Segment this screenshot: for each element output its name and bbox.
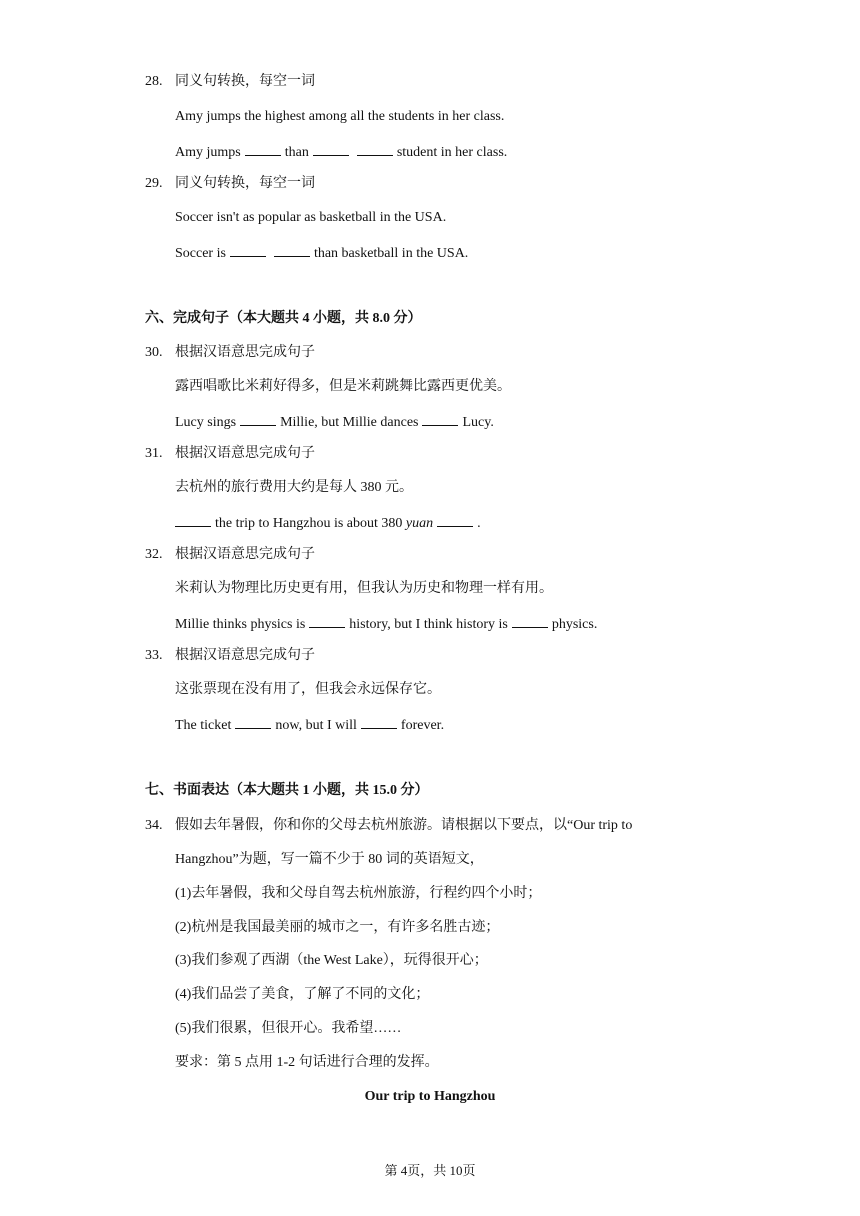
fill-sentence bbox=[175, 411, 494, 433]
rewrite-sentence bbox=[175, 242, 468, 264]
point-item: (4)我们品尝了美食，了解了不同的文化； bbox=[175, 987, 430, 1002]
question-instruction: 根据汉语意思完成句子 bbox=[175, 648, 315, 663]
question-number: 28. bbox=[145, 74, 163, 89]
point-item: (5)我们很累，但很开心。我希望…… bbox=[175, 1021, 402, 1036]
question-instruction: 根据汉语意思完成句子 bbox=[175, 345, 315, 360]
answer-blank bbox=[230, 242, 266, 257]
section-title: 六、完成句子（本大题共 4 小题，共 8.0 分） bbox=[145, 311, 422, 326]
text: Soccer is bbox=[175, 246, 226, 261]
text: than bbox=[284, 145, 309, 160]
answer-blank bbox=[309, 613, 345, 628]
text: the trip to Hangzhou is about 380 bbox=[215, 516, 403, 531]
point-item: (1)去年暑假，我和父母自驾去杭州旅游，行程约四个小时； bbox=[175, 886, 542, 901]
answer-blank bbox=[175, 512, 211, 527]
italic-word: yuan bbox=[405, 516, 434, 531]
question-instruction: 同义句转换，每空一词 bbox=[175, 176, 315, 191]
point-item: (2)杭州是我国最美丽的城市之一，有许多名胜古迹； bbox=[175, 920, 500, 935]
text: . bbox=[477, 516, 481, 531]
original-sentence: Soccer isn't as popular as basketball in the USA. bbox=[175, 210, 447, 225]
rewrite-sentence bbox=[175, 141, 507, 163]
text: physics. bbox=[551, 617, 598, 632]
answer-blank bbox=[357, 141, 393, 156]
answer-blank bbox=[313, 141, 349, 156]
requirement: 要求：第 5 点用 1-2 句话进行合理的发挥。 bbox=[175, 1055, 439, 1070]
text: now, but I will bbox=[275, 718, 357, 733]
question-number: 34. bbox=[145, 818, 163, 833]
question-number: 30. bbox=[145, 345, 163, 360]
question-number: 32. bbox=[145, 547, 163, 562]
section-title: 七、书面表达（本大题共 1 小题，共 15.0 分） bbox=[145, 783, 429, 798]
text: Millie, but Millie dances bbox=[280, 415, 419, 430]
chinese-sentence: 去杭州的旅行费用大约是每人 380 元。 bbox=[175, 480, 413, 495]
text: forever. bbox=[400, 718, 445, 733]
point-item: (3)我们参观了西湖（the West Lake），玩得很开心； bbox=[175, 953, 488, 968]
question-number: 33. bbox=[145, 648, 163, 663]
page-footer: 第 4页，共 10页 bbox=[384, 1163, 476, 1178]
text: than basketball in the USA. bbox=[313, 246, 469, 261]
original-sentence: Amy jumps the highest among all the students in her class. bbox=[175, 109, 505, 124]
answer-blank bbox=[274, 242, 310, 257]
fill-sentence bbox=[175, 714, 444, 736]
text: Lucy sings bbox=[175, 415, 237, 430]
chinese-sentence: 米莉认为物理比历史更有用，但我认为历史和物理一样有用。 bbox=[175, 581, 553, 596]
question-instruction: 同义句转换，每空一词 bbox=[175, 74, 315, 89]
question-number: 29. bbox=[145, 176, 163, 191]
question-text: 假如去年暑假，你和你的父母去杭州旅游。请根据以下要点，以“Our trip to bbox=[175, 818, 633, 833]
text: Amy jumps bbox=[175, 145, 241, 160]
question-number: 31. bbox=[145, 446, 163, 461]
text: student in her class. bbox=[396, 145, 508, 160]
chinese-sentence: 露西唱歌比米莉好得多，但是米莉跳舞比露西更优美。 bbox=[175, 379, 511, 394]
fill-sentence bbox=[175, 512, 481, 534]
fill-sentence bbox=[175, 613, 597, 635]
answer-blank bbox=[361, 714, 397, 729]
question-instruction: 根据汉语意思完成句子 bbox=[175, 446, 315, 461]
answer-blank bbox=[437, 512, 473, 527]
chinese-sentence: 这张票现在没有用了，但我会永远保存它。 bbox=[175, 682, 441, 697]
text: Millie thinks physics is bbox=[175, 617, 306, 632]
essay-title: Our trip to Hangzhou bbox=[364, 1089, 496, 1104]
answer-blank bbox=[422, 411, 458, 426]
answer-blank bbox=[235, 714, 271, 729]
answer-blank bbox=[245, 141, 281, 156]
answer-blank bbox=[240, 411, 276, 426]
answer-blank bbox=[512, 613, 548, 628]
text: history, but I think history is bbox=[349, 617, 508, 632]
question-instruction: 根据汉语意思完成句子 bbox=[175, 547, 315, 562]
text: Lucy. bbox=[462, 415, 494, 430]
text: The ticket bbox=[175, 718, 232, 733]
question-text: Hangzhou”为题，写一篇不少于 80 词的英语短文， bbox=[175, 852, 484, 867]
